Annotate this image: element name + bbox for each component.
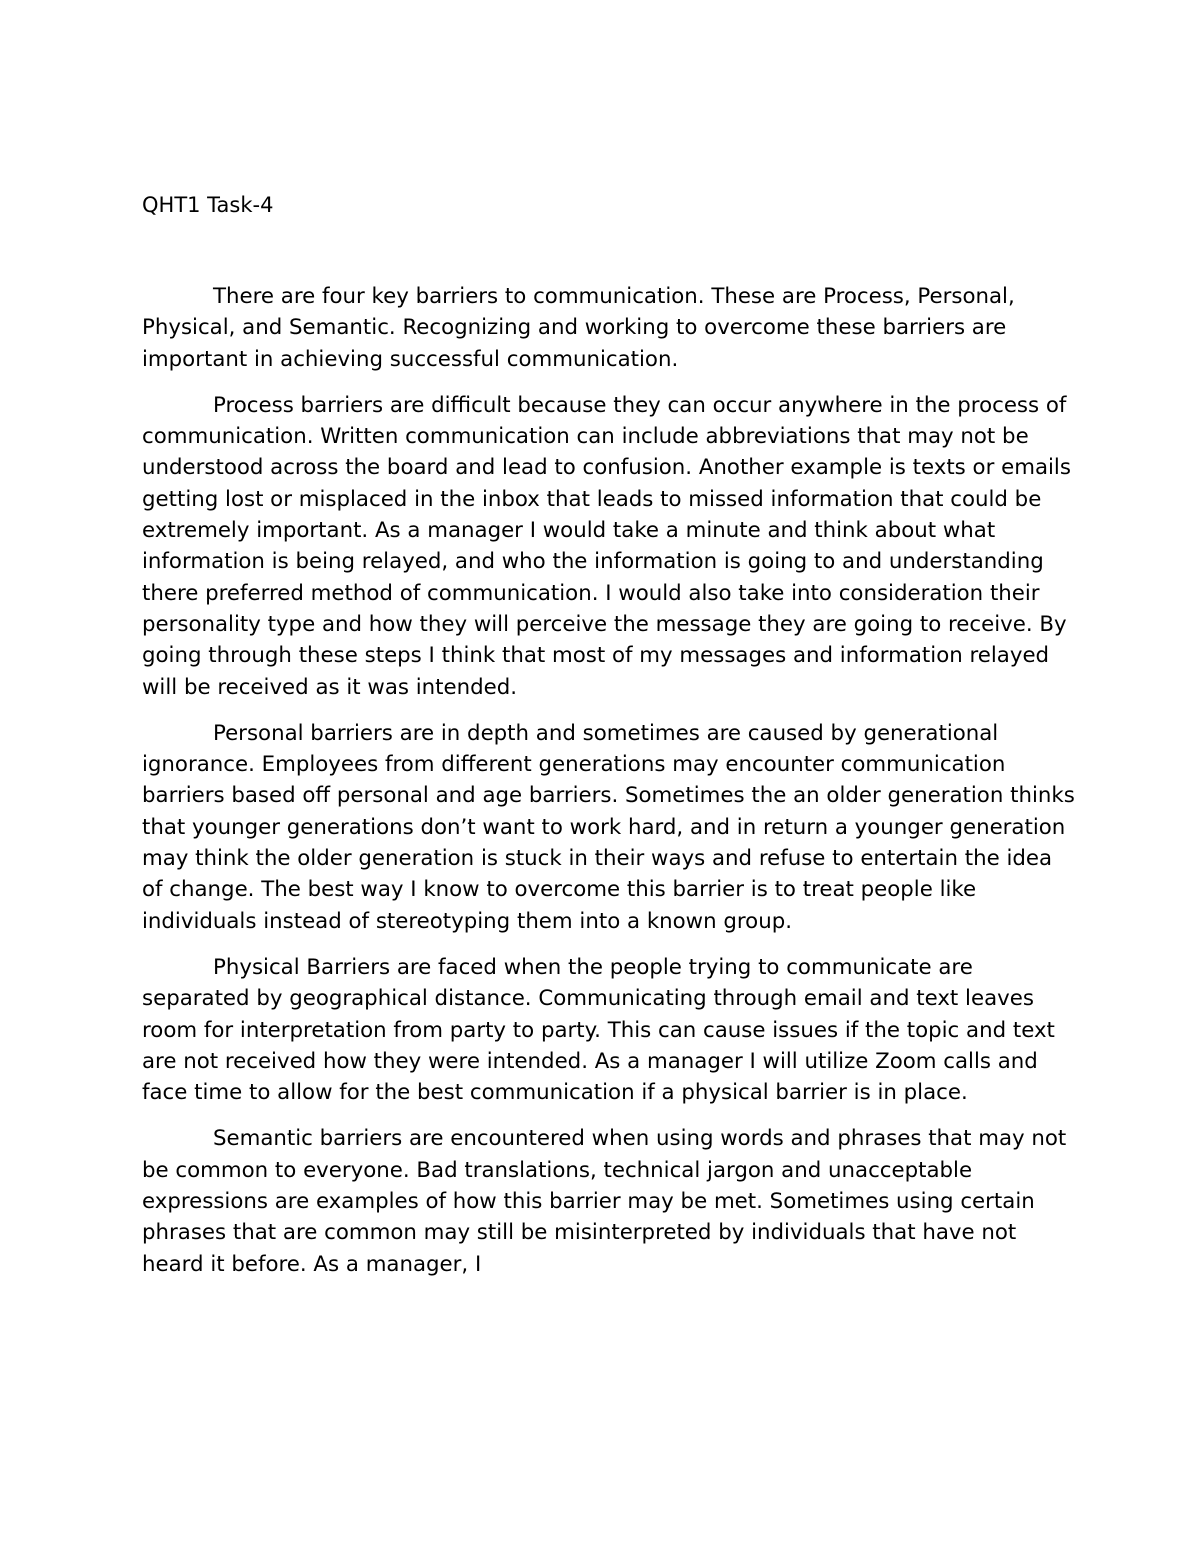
paragraph-intro: There are four key barriers to communication. These are Process, Personal, Physical, and Semantic. Recognizing and working to overcome these barriers are important in achieving successful communication.	[142, 284, 1015, 372]
document-title: QHT1 Task-4	[142, 193, 274, 217]
paragraph-physical-barriers: Physical Barriers are faced when the people trying to communicate are separated by geographical distance. Communicating through email and text leaves room for interpretation from party to party. This can cause issues if the topic and text are not received how they were intended. As a manager I will utilize Zoom calls and face time to allow for the best communication if a physical barrier is in place.	[142, 954, 1055, 1106]
paragraph-process-barriers: Process barriers are difficult because they can occur anywhere in the process of communication. Written communication can include abbreviations that may not be understood across the board and lead to confusion. Another example is texts or emails getting lost or misplaced in the inbox that leads to missed information that could be extremely important. As a manager I would take a minute and think about what information is being relayed, and who the information is going to and understanding there preferred method of communication. I would also take into consideration their personality type and how they will perceive the message they are going to receive. By going through these steps I think that most of my messages and information relayed will be received as it was intended.	[142, 392, 1071, 700]
paragraph-personal-barriers: Personal barriers are in depth and sometimes are caused by generational ignorance. Employees from different generations may encounter communication barriers based off personal and age barriers. Sometimes the an older generation thinks that younger generations don’t want to work hard, and in return a younger generation may think the older generation is stuck in their ways and refuse to entertain the idea of change. The best way I know to overcome this barrier is to treat people like individuals instead of stereotyping them into a known group.	[142, 720, 1075, 934]
document-body	[142, 281, 1077, 1295]
paragraph-semantic-barriers: Semantic barriers are encountered when using words and phrases that may not be common to everyone. Bad translations, technical jargon and unacceptable expressions are examples of how this barrier may be met. Sometimes using certain phrases that are common may still be misinterpreted by individuals that have not heard it before. As a manager, I	[142, 1126, 1067, 1277]
